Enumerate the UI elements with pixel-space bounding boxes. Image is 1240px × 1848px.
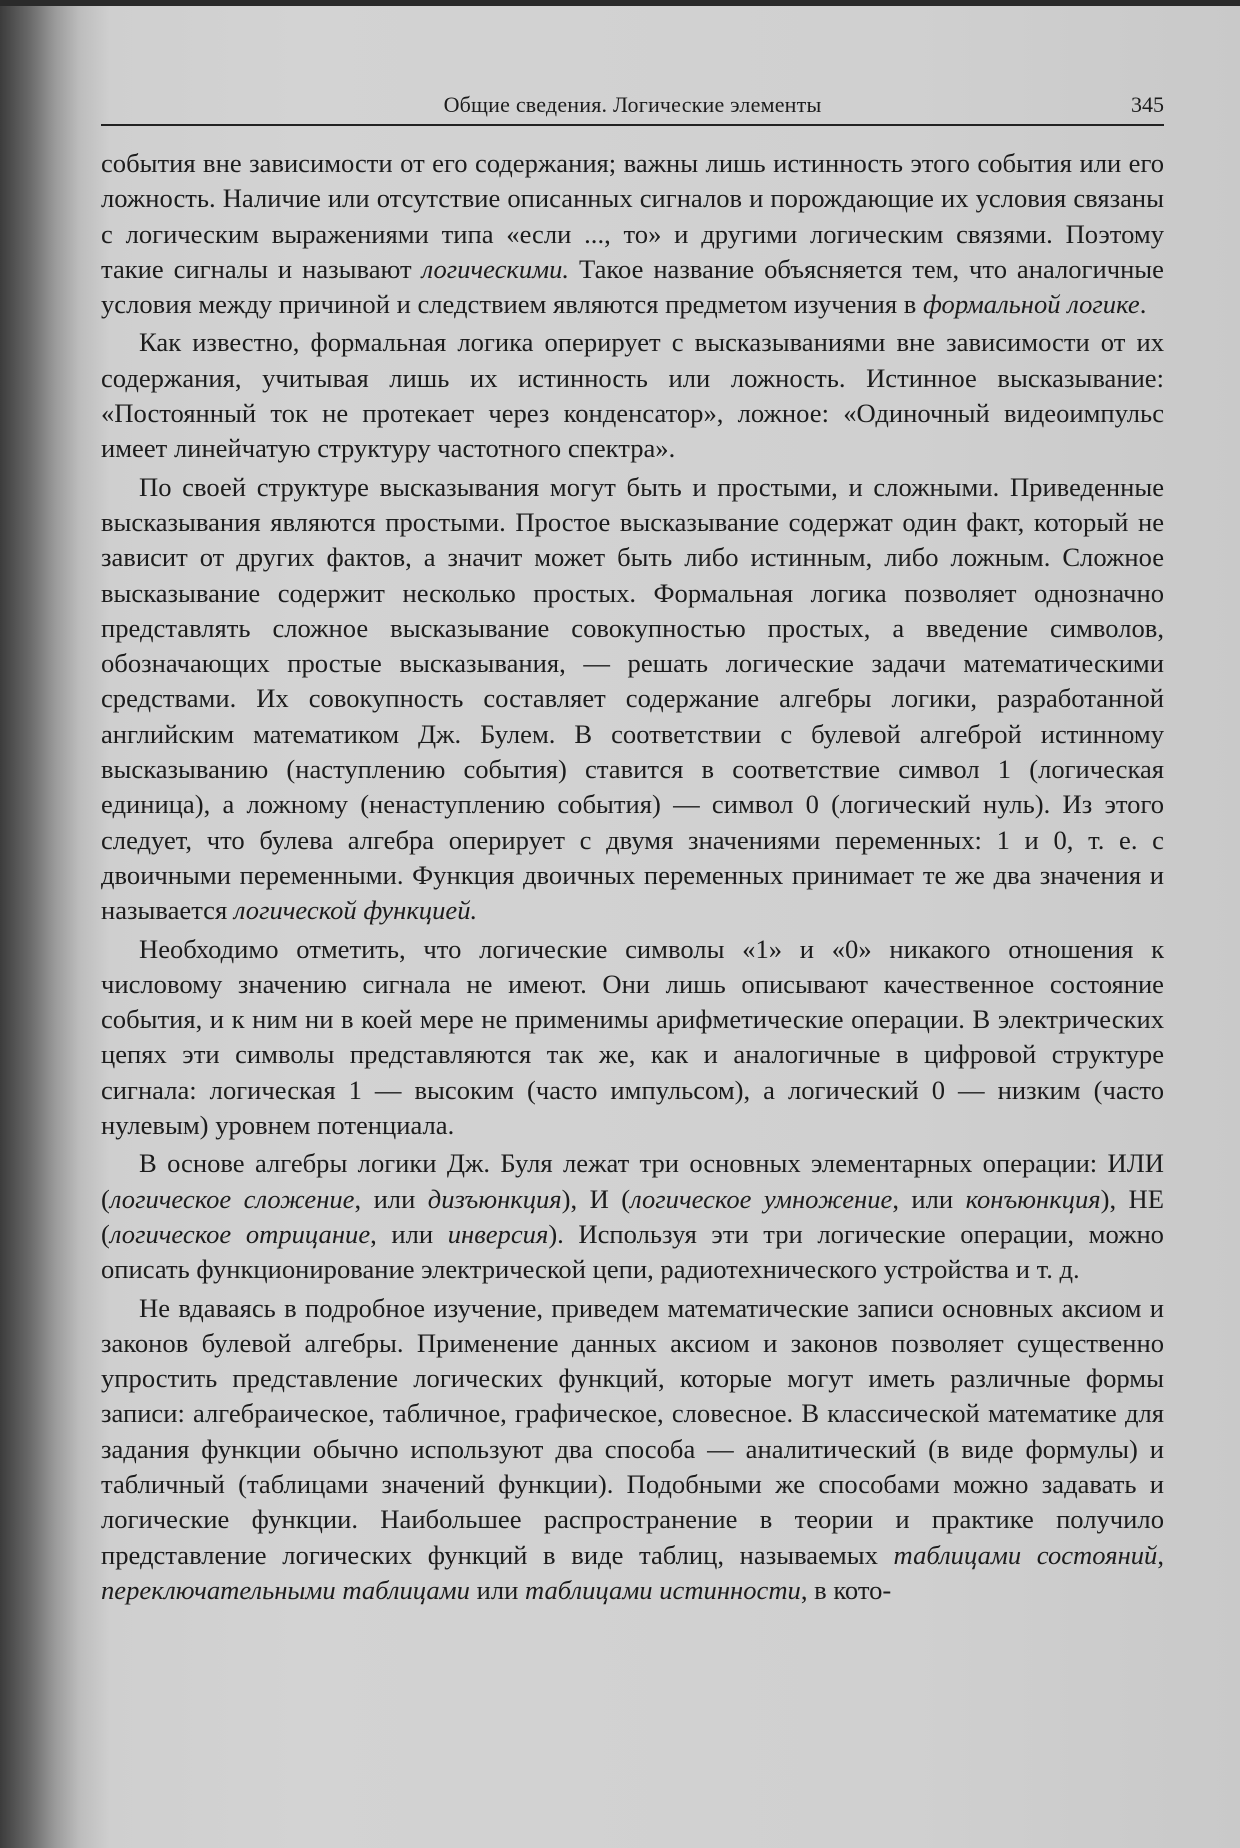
italic-term: логической функцией. <box>233 895 478 926</box>
paragraph-1 <box>101 146 1164 322</box>
italic-term: логическое умножение <box>630 1183 893 1214</box>
text-segment: ), И ( <box>561 1183 631 1214</box>
text-segment: Такое название объясняется тем, что аналогичные условия между причиной и следствием являются предметом изучения в <box>101 253 1164 320</box>
italic-term: таблицами истинности <box>524 1574 801 1605</box>
italic-term: логическое отрицание <box>109 1218 371 1249</box>
running-title: Общие сведения. Логические элементы <box>443 92 822 117</box>
text-segment: , <box>1157 1539 1165 1570</box>
paragraph-4 <box>101 932 1164 1144</box>
text-segment: , или <box>892 1183 966 1214</box>
text-segment: , или <box>354 1183 428 1214</box>
paragraph-5 <box>101 1146 1164 1287</box>
italic-term: дизъюнкция <box>427 1183 562 1214</box>
page-top-edge <box>0 0 1240 6</box>
italic-term: инверсия <box>447 1218 549 1249</box>
italic-term: переключательными таблицами <box>101 1574 470 1605</box>
text-segment: ), НЕ ( <box>101 1183 1165 1249</box>
italic-term: логическими. <box>421 253 570 284</box>
text-segment: В основе алгебры логики Дж. Буля лежат три основных элементарных операции: ИЛИ ( <box>101 1148 1164 1214</box>
running-header <box>101 88 1164 126</box>
text-segment: Не вдаваясь в подробное изучение, приведем математические записи основных аксиом и законов булевой алгебры. Применение данных аксиом и законов позволяет существенно упростить представление логических функций, которые могут иметь различные формы записи: алгебраическое, табличное, графическое, словесное. В классической математике для задания функции обычно используют два способа — аналитический (в виде формулы) и табличный (таблицами значений функции). Подобными же способами можно задавать и логические функции. Наибольшее распространение в теории и практике получило представление логических функций в виде таблиц, называемых <box>101 1292 1164 1570</box>
text-segment: , в кото- <box>800 1574 892 1605</box>
text-segment: . <box>1139 289 1147 320</box>
text-segment: Как известно, формальная логика оперирует с высказываниями вне зависимости от их содержания, учитывая лишь их истинность или ложность. Истинное высказывание: «Постоянный ток не протекает через конденсатор», ложное: «Одиночный видеоимпульс имеет линейчатую структуру частотного спектра». <box>101 327 1164 464</box>
italic-term: конъюнкция <box>965 1183 1101 1214</box>
text-segment: события вне зависимости от его содержания; важны лишь истинность этого события или его ложность. Наличие или отсутствие описанных сигналов и порождающие их условия связаны с логическим выражениями типа «если ..., то» и другими логическим связями. Поэтому такие сигналы и называют <box>101 148 1164 284</box>
text-segment: , или <box>370 1218 448 1249</box>
page-number: 345 <box>1131 92 1164 117</box>
italic-term: таблицами состояний <box>893 1539 1158 1570</box>
paragraph-3 <box>101 470 1164 929</box>
paragraph-2 <box>101 325 1164 466</box>
text-segment: или <box>469 1574 525 1605</box>
text-segment: Необходимо отметить, что логические символы «1» и «0» никакого отношения к числовому значению сигнала не имеют. Они лишь описывают качественное состояние события, и к ним ни в коей мере не применимы арифметические операции. В электрических цепях эти символы представляются так же, как и аналогичные в цифровой структуре сигнала: логическая 1 — высоким (часто импульсом), а логический 0 — низким (часто нулевым) уровнем потенциала. <box>101 933 1164 1141</box>
text-segment: ). Используя эти три логические операции, можно описать функционирование электрической цепи, радиотехнического устройства и т. д. <box>101 1218 1164 1285</box>
italic-term: формальной логике <box>923 289 1140 320</box>
text-segment: По своей структуре высказывания могут быть и простыми, и сложными. Приведенные высказывания являются простыми. Простое высказывание содержат один факт, который не зависит от других фактов, а значит может быть либо истинным, либо ложным. Сложное высказывание содержит несколько простых. Формальная логика позволяет однозначно представлять сложное высказывание совокупностью простых, а введение символов, обозначающих простые высказывания, — решать логические задачи математическими средствами. Их совокупность составляет содержание алгебры логики, разработанной английским математиком Дж. Булем. В соответствии с булевой алгеброй истинному высказыванию (наступлению события) ставится в соответствие символ 1 (логическая единица), а ложному (ненаступлению события) — символ 0 (логический нуль). Из этого следует, что булева алгебра оперирует с двумя значениями переменных: 1 и 0, т. е. с двоичными переменными. Функция двоичных переменных принимает те же два значения и называется <box>101 471 1164 926</box>
body-text <box>101 146 1164 1608</box>
paragraph-6 <box>101 1291 1164 1609</box>
italic-term: логическое сложение <box>109 1183 355 1214</box>
